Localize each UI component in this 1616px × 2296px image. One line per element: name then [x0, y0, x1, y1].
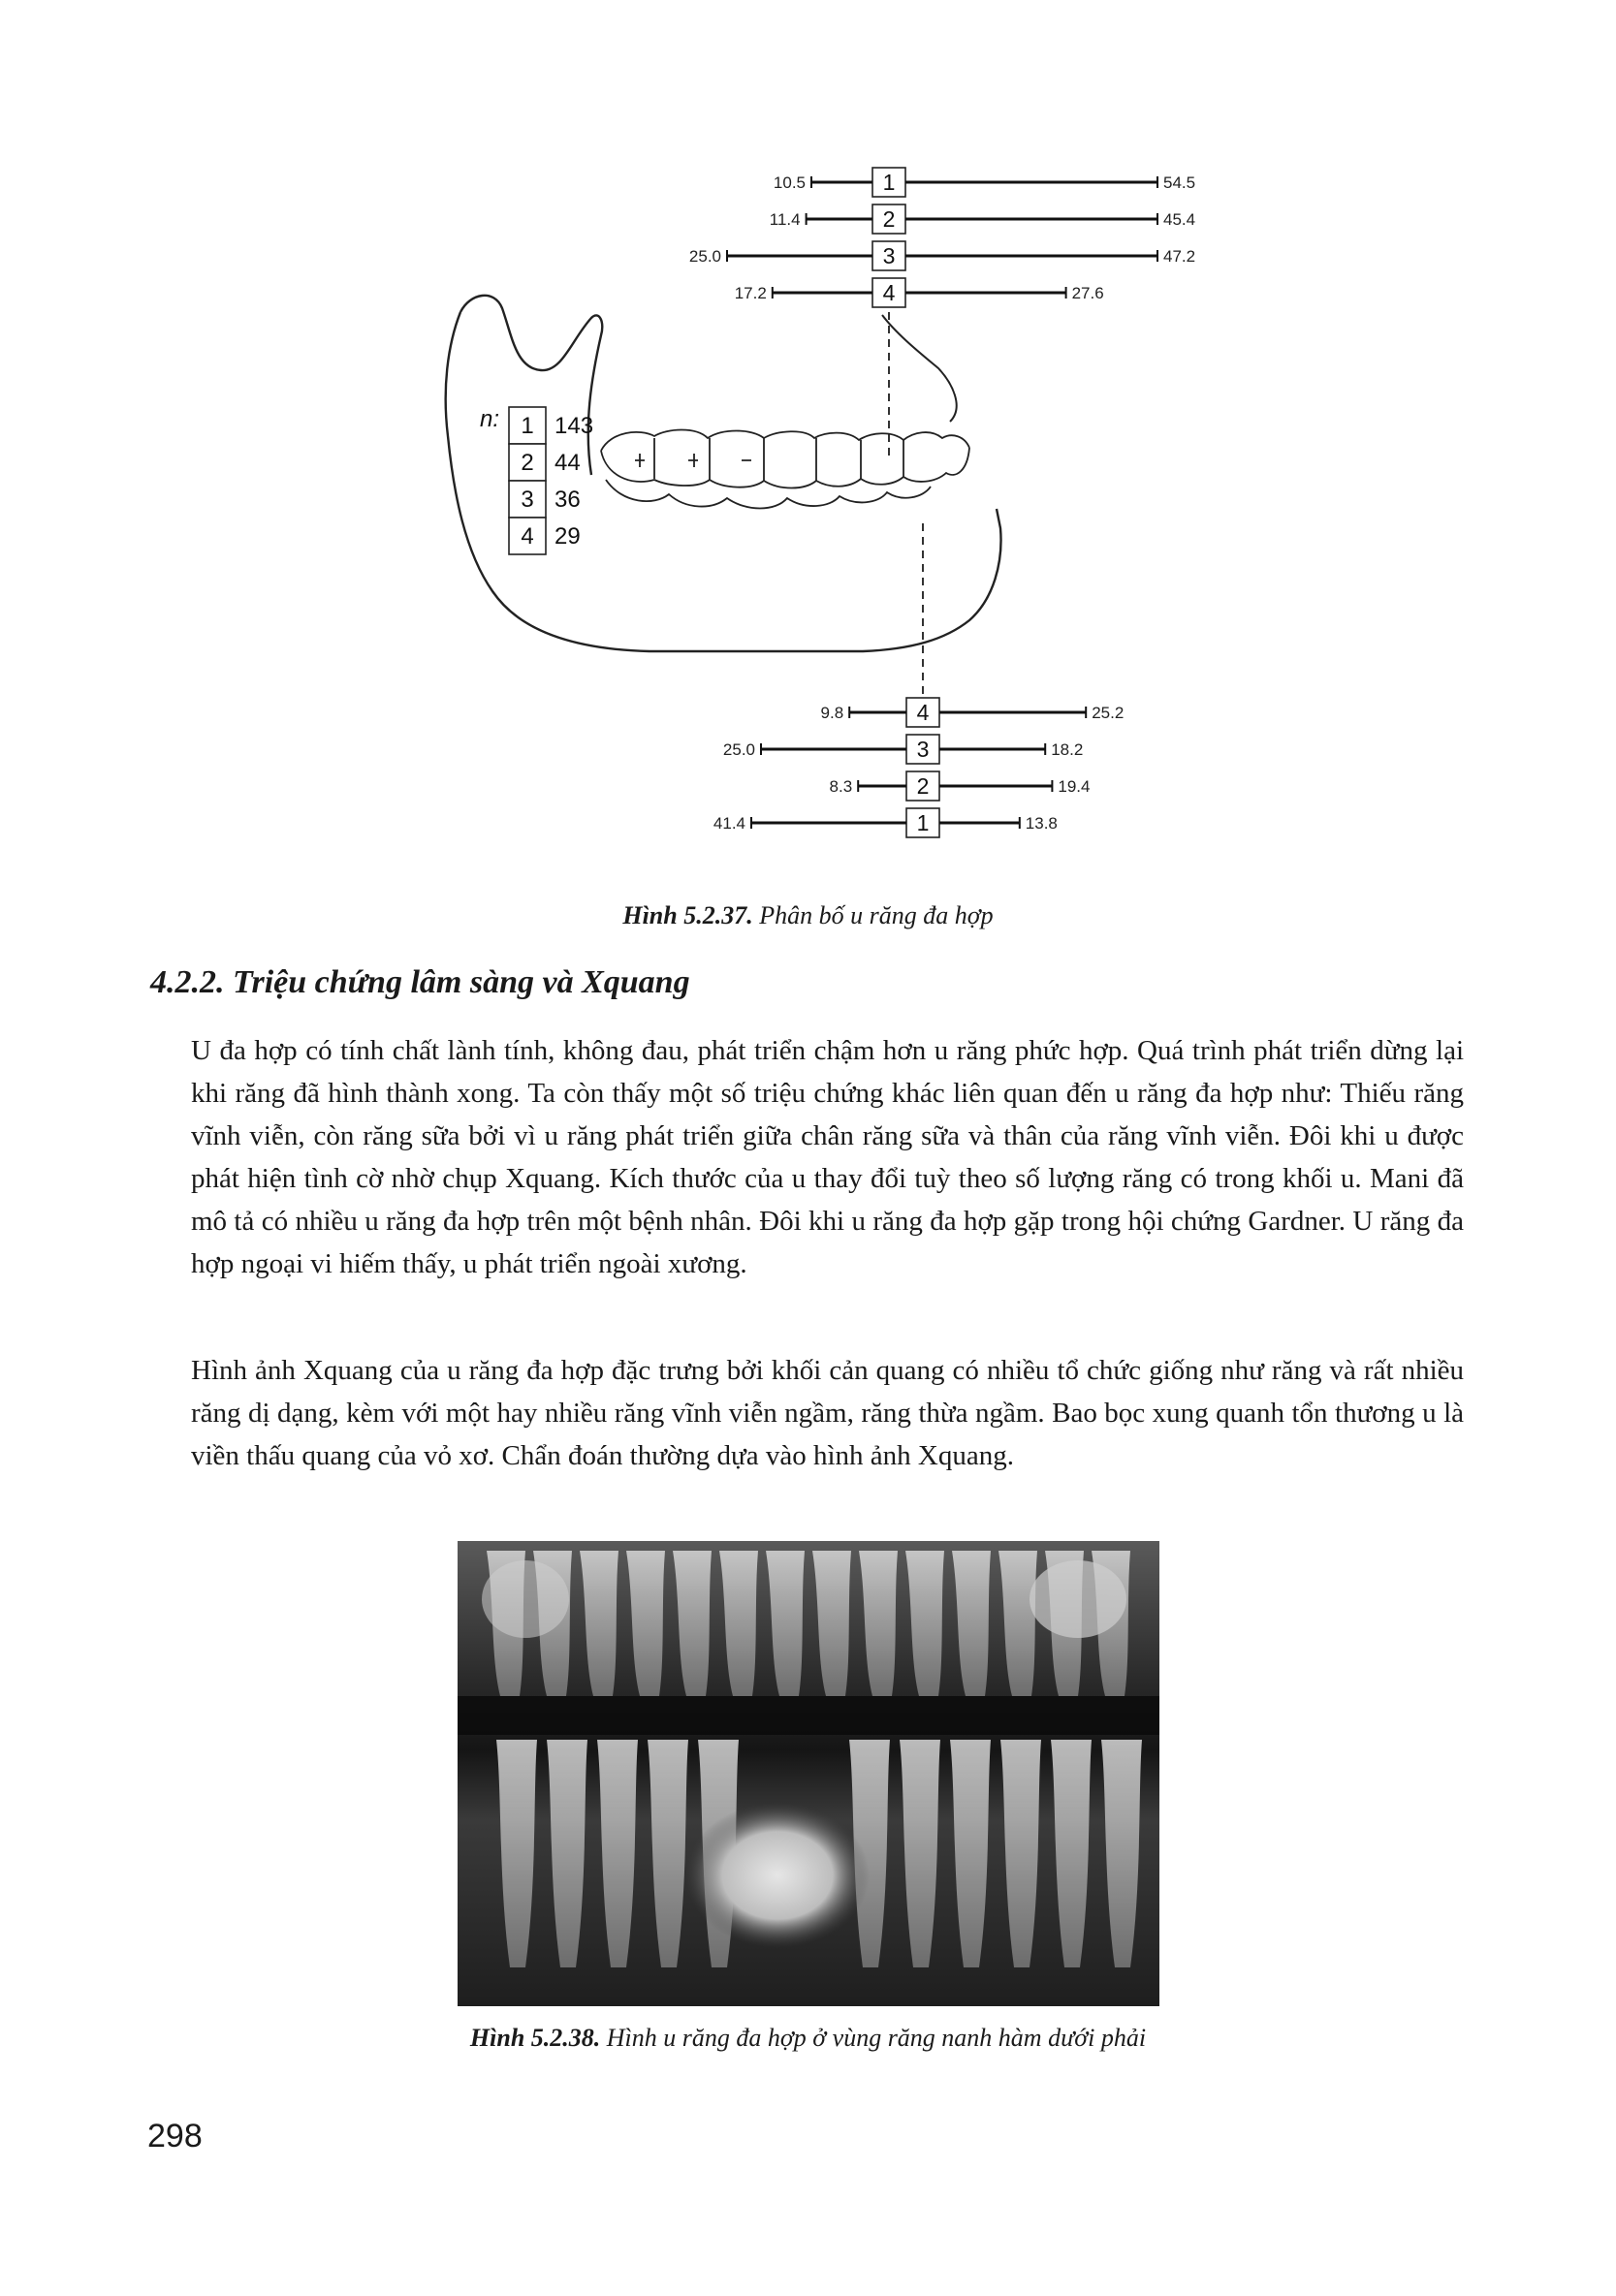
n-row-label: 3 — [521, 487, 534, 513]
n-row-value: 36 — [555, 487, 581, 513]
upper-left-value: 25.0 — [688, 247, 721, 266]
lower-left-value: 8.3 — [829, 777, 853, 796]
lower-right-value: 13.8 — [1025, 814, 1058, 833]
lower-right-value: 25.2 — [1092, 704, 1125, 722]
lower-row-1 — [713, 808, 1058, 837]
teeth-row — [601, 430, 969, 509]
upper-right-value: 45.4 — [1163, 210, 1196, 229]
n-row-label: 4 — [521, 523, 534, 550]
figure-2-caption-text: Hình u răng đa hợp ở vùng răng nanh hàm dưới phải — [600, 2024, 1147, 2052]
lower-row-2 — [830, 771, 1091, 801]
lower-right-value: 19.4 — [1058, 777, 1091, 796]
figure-1-caption — [0, 901, 1616, 930]
panoramic-xray-illustration — [458, 1541, 1159, 2006]
lower-left-value: 41.4 — [713, 814, 745, 833]
lower-left-value: 25.0 — [722, 740, 755, 759]
upper-box-label: 3 — [882, 243, 896, 268]
n-row-value: 44 — [555, 450, 581, 476]
upper-right-value: 47.2 — [1163, 247, 1196, 266]
mandible-diagram — [407, 145, 1280, 863]
paragraph-clinical: U đa hợp có tính chất lành tính, không đau, phát triển chậm hơn u răng phức hợp. Quá trình phát triển dừng lại khi răng đã hình thành xong. Ta còn thấy một số triệu chứng khác liên quan đến u răng đa hợp như: Thiếu răng vĩnh viễn, còn răng sữa bởi vì u răng phát triển giữa chân răng sữa và thân của răng vĩnh viễn. Đôi khi u được phát hiện tình cờ nhờ chụp Xquang. Kích thước của u thay đổi tuỳ theo số lượng răng có trong khối u. Mani đã mô tả có nhiều u răng đa hợp trên một bệnh nhân. Đôi khi u răng đa hợp gặp trong hội chứng Gardner. U răng đa hợp ngoại vi hiếm thấy, u phát triển ngoài xương. — [191, 1035, 1464, 1279]
upper-box-label: 2 — [882, 206, 896, 232]
upper-box-label: 1 — [882, 170, 896, 195]
lower-right-value: 18.2 — [1051, 740, 1084, 759]
figure-2-caption — [0, 2024, 1616, 2053]
n-row-value: 29 — [555, 523, 581, 550]
n-row-label: 1 — [521, 413, 534, 439]
n-row-value: 143 — [555, 413, 594, 439]
upper-row-3 — [689, 241, 1195, 270]
lower-row-3 — [723, 735, 1083, 764]
figure-1-caption-label: Hình 5.2.37. — [622, 901, 753, 929]
n-row-label: 2 — [521, 450, 534, 476]
lower-box-label: 3 — [916, 737, 930, 762]
upper-row-2 — [770, 204, 1195, 234]
section-heading: 4.2.2. Triệu chứng lâm sàng và Xquang — [150, 964, 690, 1000]
n-label: n: — [479, 406, 499, 432]
upper-right-value: 27.6 — [1071, 284, 1104, 302]
lower-box-label: 1 — [916, 810, 930, 835]
odontoma-mass — [685, 1803, 870, 1948]
figure-odontoma-distribution — [407, 145, 1280, 863]
figure-2-caption-label: Hình 5.2.38. — [469, 2024, 601, 2052]
xray-image — [458, 1541, 1159, 2006]
paragraph-xray: Hình ảnh Xquang của u răng đa hợp đặc trưng bởi khối cản quang có nhiều tổ chức giống như răng và rất nhiều răng dị dạng, kèm với một hay nhiều răng vĩnh viễn ngầm, răng thừa ngầm. Bao bọc xung quanh tổn thương u là viền thấu quang của vỏ xơ. Chẩn đoán thường dựa vào hình ảnh Xquang. — [191, 1355, 1464, 1471]
lower-left-value: 9.8 — [820, 704, 844, 722]
upper-row-4 — [735, 278, 1104, 307]
upper-left-value: 10.5 — [773, 173, 806, 192]
upper-left-value: 11.4 — [769, 210, 801, 229]
lower-box-label: 4 — [916, 700, 930, 725]
upper-left-value: 17.2 — [734, 284, 767, 302]
n-count-table — [480, 406, 593, 554]
figure-1-caption-text: Phân bố u răng đa hợp — [752, 901, 994, 929]
lower-row-4 — [821, 698, 1125, 727]
lower-box-label: 2 — [916, 773, 930, 799]
upper-box-label: 4 — [882, 280, 896, 305]
page-number: 298 — [147, 2118, 203, 2154]
upper-row-1 — [774, 168, 1195, 197]
maxilla-outline — [882, 315, 957, 422]
upper-right-value: 54.5 — [1163, 173, 1196, 192]
